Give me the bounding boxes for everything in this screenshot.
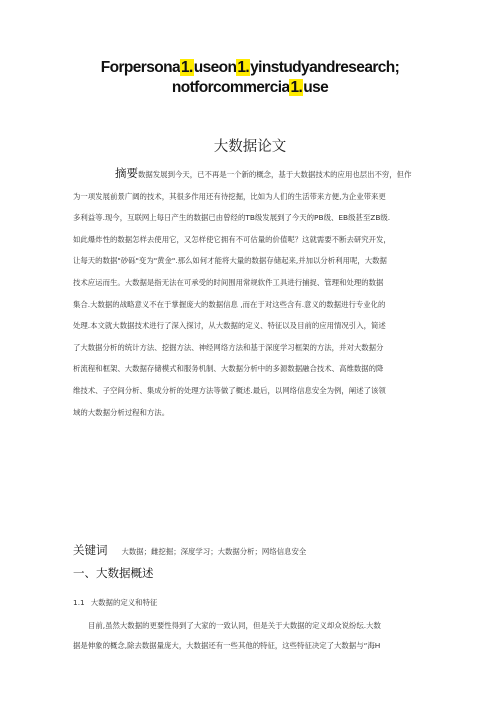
- abstract-line: [73, 163, 435, 186]
- abstract-line: 为一项发展前景广阔的技术，其很多作用还有待挖掘，比如为人们的生活带来方便,为企业带来更: [73, 191, 386, 201]
- abstract-line: 了大数据分析的统计方法、挖掘方法、神经网络方法和基于深度学习框架的方法，并对大数据分: [73, 342, 384, 352]
- header-highlight: 1.: [290, 79, 303, 96]
- abstract: [73, 163, 435, 423]
- subsection-heading: [73, 597, 157, 608]
- document-title: 大数据论文: [213, 139, 287, 155]
- header-part: yinstudyandresearch;: [250, 59, 400, 76]
- subsection-title: 大数据的定义和特征: [90, 598, 158, 607]
- header-part: use: [303, 79, 329, 96]
- body-line: 据是伸象的概念,除去数据量庞大，大数据还有一些其他的特征，这些特征决定了大数据与“海H: [73, 641, 381, 650]
- subsection-number: 1.1: [73, 598, 85, 607]
- header-highlight: 1.: [237, 59, 250, 76]
- section-heading: 一、大数据概述: [73, 566, 154, 580]
- abstract-line: 处理.本文就大数据技术进行了深入探讨，从大数据的定义、特征以及目前的应用情况引入，简述: [73, 321, 386, 331]
- abstract-line: 如此爆炸性的数据怎样去使用它，又怎样使它拥有不可估量的价值呢？这就需要不断去研究开发，: [73, 234, 391, 244]
- body-line: 目前,虽然大数据的更要性得到了大家的一致认同，但是关于大数据的定义却众说纷纭.大数: [88, 621, 381, 630]
- abstract-line: 让每天的数据"砂砾"变为"黄金".那么如何才能将大量的数据存储起来,并加以分析利用呢，大数据: [73, 256, 387, 266]
- abstract-text: 数据发展到今天，已不再是一个新的概念，基于大数据技术的应用也层出不穷，但作: [138, 170, 412, 179]
- abstract-line: 多利益等.现今，互联网上每日产生的数据已由曾经的TB级发展到了今天的PB级、EB级甚至ZB级.: [73, 213, 391, 223]
- keywords: [73, 542, 306, 558]
- watermark-header: [40, 58, 460, 98]
- abstract-line: 技术应运而生。大数据是指无法在可承受的时间围用常规软件工具进行捕捉、管理和处理的数据: [73, 277, 384, 287]
- header-line-2: [40, 78, 460, 98]
- abstract-line: 集合.大数据的战略意义不在于掌握庞大的数据信息 ,而在于对这些含有.意义的数据进行专业化的: [73, 299, 386, 309]
- header-part: notforcommercia: [171, 79, 290, 96]
- abstract-label: 摘要: [115, 166, 138, 180]
- keywords-text: 大数据；雌挖掘；深度学习；大数据分析；网络信息安全: [121, 547, 307, 556]
- header-line-1: [40, 58, 460, 78]
- abstract-line: 维技术、子空间分析、集成分析的处理方法等做了概述.最后，以网络信息安全为例，阐述了该领: [73, 385, 386, 395]
- header-part: useon: [193, 59, 237, 76]
- keywords-label: 关键词: [73, 543, 108, 557]
- header-highlight: 1.: [181, 59, 193, 76]
- abstract-line: 域的大数据分析过程和方法。: [73, 407, 170, 417]
- header-part: Forpersona: [100, 59, 181, 76]
- section-body: [73, 616, 435, 656]
- abstract-line: 析流程和框架、大数据存储模式和服务机制、大数据分析中的多源数据融合技术、高维数据的降: [73, 364, 384, 374]
